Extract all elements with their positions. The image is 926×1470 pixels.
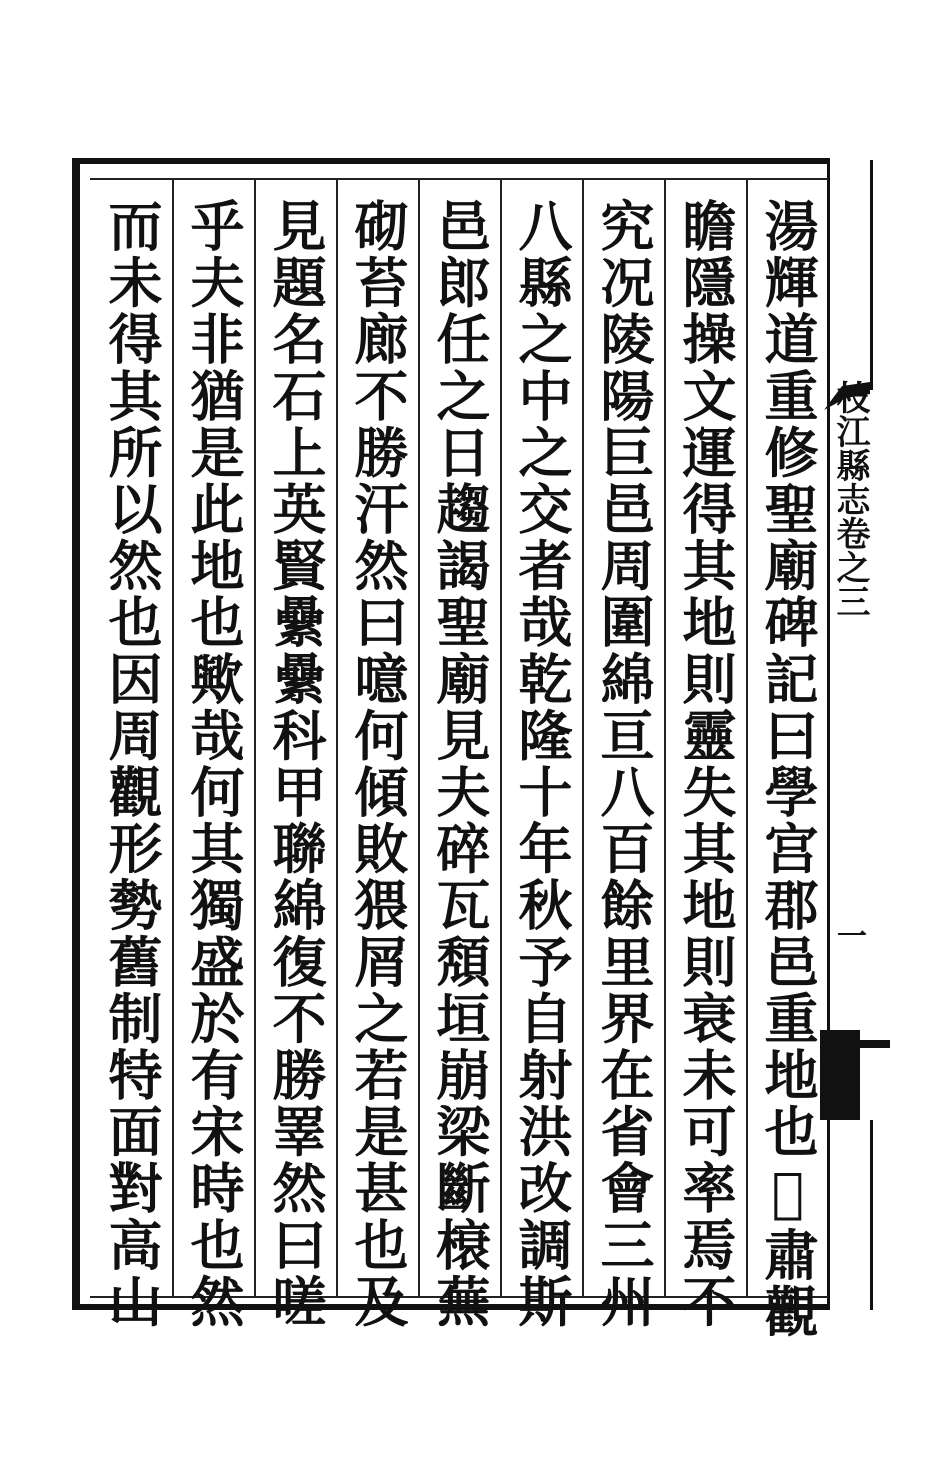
column-rule [500,178,502,1298]
text-column-5: 邑郎任之日趨謁聖廟見夫碎瓦頽垣崩梁斷榱蕪 [428,198,492,1330]
banxin-black-block [820,1030,860,1120]
column-rule [254,178,256,1298]
banxin-lower-rule [870,1120,873,1310]
folio-number: 一 [831,920,866,950]
column-rule [418,178,420,1298]
text-column-3: 究况陵陽巨邑周圍綿亘八百餘里界在省會三州 [592,198,656,1330]
text-column-7: 見題名石上英賢纍纍科甲聯綿復不勝睪然曰嗟 [264,198,328,1330]
text-column-6: 砌苔廊不勝汗然曰噫何傾敗猥屑之若是甚也及 [346,198,410,1330]
text-column-8: 乎夫非猶是此地也歟哉何其獨盛於有宋時也然 [182,198,246,1330]
column-rule [336,178,338,1298]
text-column-1: 湯輝道重修聖廟碑記曰學宫郡邑重地也𫝀肅觀 [756,198,820,1340]
column-rule [664,178,666,1298]
banxin-black-bar [860,1040,890,1048]
text-column-2: 瞻隱操文運得其地則靈失其地則衰未可率焉不 [674,198,738,1330]
column-rule [746,178,748,1298]
banxin-title: 枝江縣志卷之三 [830,380,870,618]
column-rule [582,178,584,1298]
banxin-upper-rule [870,160,873,390]
text-column-4: 八縣之中之交者哉乾隆十年秋予自射洪改調斯 [510,198,574,1330]
column-rule [172,178,174,1298]
text-column-9: 而未得其所以然也因周觀形勢舊制特面對高山 [100,198,164,1330]
